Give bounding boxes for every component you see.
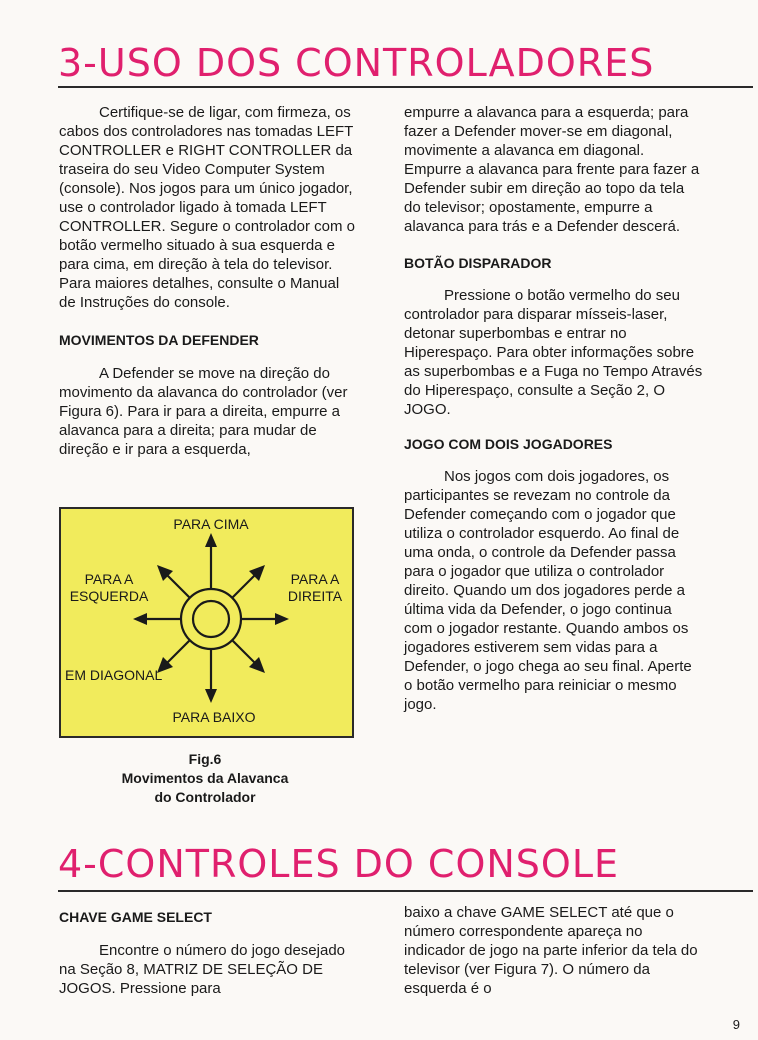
section-4-right-column bbox=[404, 903, 704, 998]
label-left bbox=[64, 571, 154, 605]
figure-caption-number: Fig.6 bbox=[188, 751, 222, 767]
label-right-line2: DIREITA bbox=[287, 588, 343, 604]
arrow-left-icon bbox=[133, 613, 147, 625]
movimentos-paragraph: A Defender se move na direção do movimento da alavanca do controlador (ver Figura 6). Para ir para a direita, empurre a alavanca para a direita; para mudar de direção e ir para a esquerda, bbox=[59, 365, 348, 458]
chave-game-select-continued: baixo a chave GAME SELECT até que o número correspondente apareça no indicador de jogo na parte inferior da tela do televisor (ver Figura 7). O número da esquerda é o bbox=[404, 904, 698, 997]
intro-paragraph: Certifique-se de ligar, com firmeza, os cabos dos controladores nas tomadas LEFT CONTROLLER e RIGHT CONTROLLER da traseira do seu Video Computer System (console). Nos jogos para um único jogador, use o controlador ligado à tomada LEFT CONTROLLER. Segure o controlador com o botão vermelho situado à sua esquerda e para cima, em direção à tela do televisor. Para maiores detalhes, consulte o Manual de Instruções do console. bbox=[59, 104, 355, 311]
figure-caption-line1: Movimentos da Alavanca bbox=[121, 770, 289, 786]
chave-game-select-heading: CHAVE GAME SELECT bbox=[59, 909, 212, 925]
left-column bbox=[59, 103, 359, 459]
chave-game-select-paragraph: Encontre o número do jogo desejado na Seção 8, MATRIZ DE SELEÇÃO DE JOGOS. Pressione para bbox=[59, 942, 346, 997]
section-3-heading: 3-USO DOS CONTROLADORES bbox=[58, 41, 655, 85]
arrow-down-icon bbox=[205, 689, 217, 703]
arrow-up-icon bbox=[205, 533, 217, 547]
botao-disparador-heading: BOTÃO DISPARADOR bbox=[404, 255, 552, 271]
inner-ring bbox=[193, 601, 229, 637]
label-right bbox=[279, 571, 351, 605]
movimentos-heading: MOVIMENTOS DA DEFENDER bbox=[59, 332, 259, 348]
label-down: PARA BAIXO bbox=[172, 709, 256, 725]
section-4-left-column bbox=[59, 908, 349, 998]
section-4-rule bbox=[58, 890, 753, 892]
label-left-line2: ESQUERDA bbox=[69, 588, 149, 604]
label-left-line1: PARA A bbox=[84, 571, 134, 587]
figure-6-joystick-diagram bbox=[59, 507, 354, 738]
section-4-heading: 4-CONTROLES DO CONSOLE bbox=[58, 842, 619, 886]
section-3-rule bbox=[58, 86, 753, 88]
page-number: 9 bbox=[732, 1017, 740, 1032]
botao-disparador-paragraph: Pressione o botão vermelho do seu controlador para disparar mísseis-laser, detonar superbombas e entrar no Hiperespaço. Para obter informações sobre as superbombas e a Fuga no Tempo Através do Hiperespaço, consulte a Seção 2, O JOGO. bbox=[404, 287, 703, 418]
figure-caption-line2: do Controlador bbox=[154, 789, 256, 805]
arrow-right-icon bbox=[275, 613, 289, 625]
label-diagonal: EM DIAGONAL bbox=[65, 667, 163, 683]
movimentos-continued: empurre a alavanca para a esquerda; para fazer a Defender mover-se em diagonal, movimente a alavanca em diagonal. Empurre a alavanca para frente para fazer a Defender subir em direção ao topo da tela do televisor; opostamente, empurre a alavanca para trás e a Defender descerá. bbox=[404, 104, 700, 235]
dois-jogadores-heading: JOGO COM DOIS JOGADORES bbox=[404, 436, 613, 452]
figure-caption bbox=[80, 750, 330, 807]
right-column bbox=[404, 103, 704, 714]
label-right-line1: PARA A bbox=[290, 571, 340, 587]
label-up: PARA CIMA bbox=[173, 516, 249, 532]
dois-jogadores-paragraph: Nos jogos com dois jogadores, os participantes se revezam no controle da Defender começando com o jogador que utiliza o controlador esquerdo. Ao final de uma onda, o controle da Defender passa para o jogador que utiliza o controlador direito. Quando um dos jogadores perde a última vida da Defender, o jogo continua com o jogador restante. Quando ambos os jogadores estiverem sem vidas para a Defender, o jogo chega ao seu final. Aperte o botão vermelho para reiniciar o mesmo jogo. bbox=[404, 468, 692, 713]
joystick-directions-svg bbox=[61, 509, 352, 736]
